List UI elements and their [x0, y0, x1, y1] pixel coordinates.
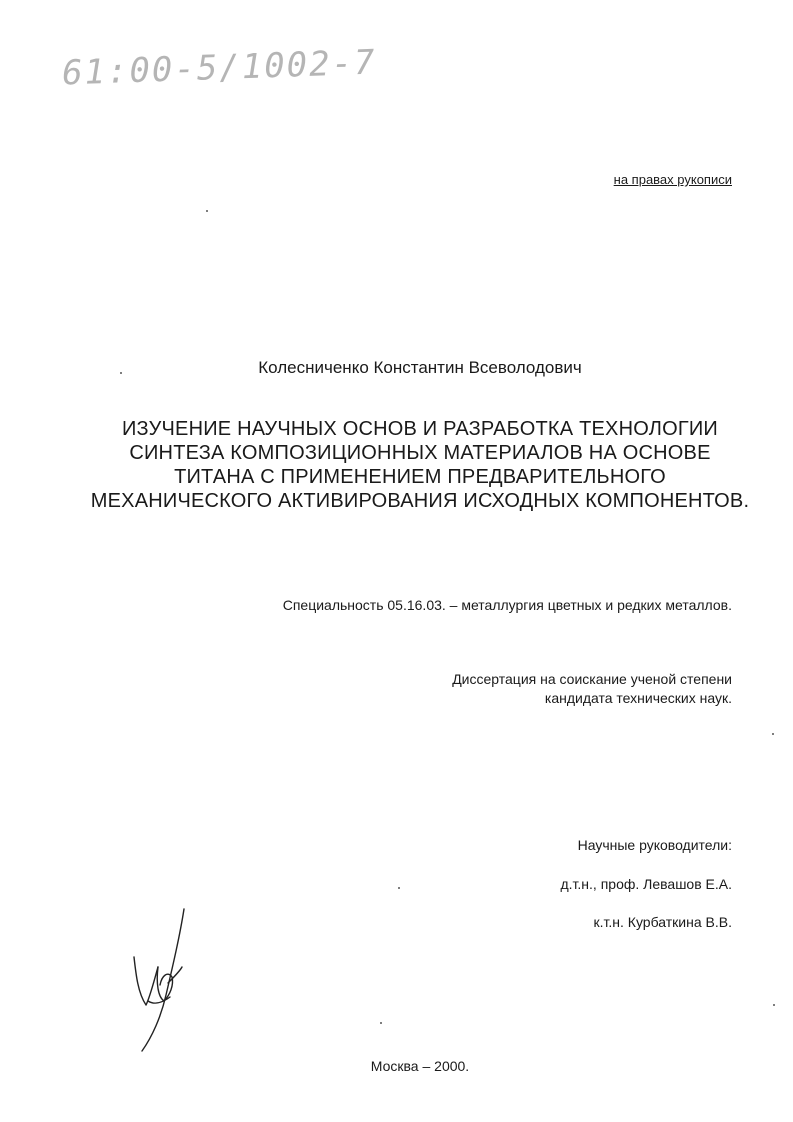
degree-statement [452, 670, 732, 708]
supervisor-1: д.т.н., проф. Левашов Е.А. [560, 876, 732, 892]
city-year: Москва – 2000. [370, 1058, 470, 1074]
author-name: Колесниченко Константин Всеволодович [258, 358, 582, 377]
scan-speck [772, 733, 774, 735]
supervisors-heading: Научные руководители: [577, 837, 732, 853]
scan-speck [206, 210, 208, 212]
scan-speck [380, 1022, 382, 1024]
scan-speck [398, 887, 400, 889]
supervisor-2: к.т.н. Курбаткина В.В. [593, 914, 732, 930]
handwritten-signature [128, 905, 198, 1055]
degree-line-2: кандидата технических наук. [544, 690, 732, 706]
scan-speck [120, 372, 122, 374]
manuscript-note: на правах рукописи [613, 172, 732, 187]
scan-speck [773, 1004, 775, 1006]
degree-line-1: Диссертация на соискание ученой степени [452, 671, 732, 687]
archive-stamp: 61:00-5/1002-7 [61, 42, 378, 94]
specialty-line: Специальность 05.16.03. – металлургия цветных и редких металлов. [282, 597, 732, 613]
dissertation-title: ИЗУЧЕНИЕ НАУЧНЫХ ОСНОВ И РАЗРАБОТКА ТЕХНОЛОГИИ СИНТЕЗА КОМПОЗИЦИОННЫХ МАТЕРИАЛОВ НА ОСНОВЕ ТИТАНА С ПРИМЕНЕНИЕМ ПРЕДВАРИТЕЛЬНОГО МЕХАНИЧЕСКОГО АКТИВИРОВАНИЯ ИСХОДНЫХ КОМПОНЕНТОВ. [90, 418, 750, 512]
